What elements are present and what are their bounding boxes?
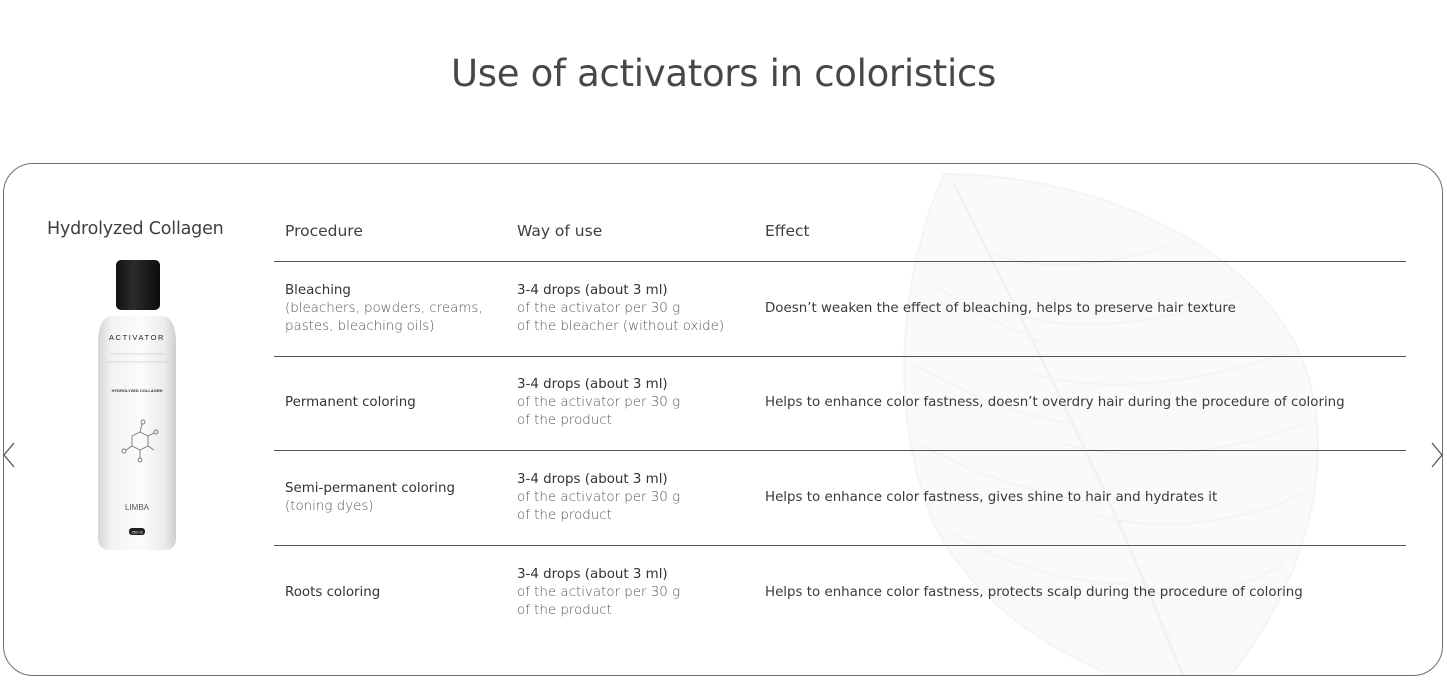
way-of-use-cell bbox=[517, 376, 762, 430]
dose-detail: of the activator per 30 g bbox=[517, 395, 681, 411]
dose-detail: of the activator per 30 g bbox=[517, 300, 681, 316]
procedure-note: pastes, bleaching oils) bbox=[285, 318, 435, 334]
dose-detail: of the activator per 30 g bbox=[517, 489, 681, 505]
table-row bbox=[274, 357, 1406, 452]
dose-detail: of the bleacher (without oxide) bbox=[517, 318, 725, 334]
way-of-use-cell bbox=[517, 471, 762, 525]
effect-cell: Helps to enhance color fastness, gives shine to hair and hydrates it bbox=[765, 489, 1218, 505]
dose-detail: of the product bbox=[517, 602, 612, 618]
dose-detail: of the product bbox=[517, 507, 612, 523]
dose-detail: of the product bbox=[517, 413, 612, 429]
product-name: Hydrolyzed Collagen bbox=[47, 219, 224, 239]
procedure-cell bbox=[285, 282, 510, 336]
table-row bbox=[274, 262, 1406, 357]
bottle-brand-label: ACTIVATOR bbox=[108, 333, 166, 342]
procedure-name: Roots coloring bbox=[285, 584, 381, 600]
dose-detail: of the activator per 30 g bbox=[517, 584, 681, 600]
effect-cell: Helps to enhance color fastness, protects scalp during the procedure of coloring bbox=[765, 584, 1303, 600]
procedure-cell bbox=[285, 394, 510, 412]
procedure-name: Permanent coloring bbox=[285, 395, 416, 411]
effect-cell: Doesn’t weaken the effect of bleaching, helps to preserve hair texture bbox=[765, 300, 1236, 316]
effect-cell: Helps to enhance color fastness, doesn’t overdry hair during the procedure of coloring bbox=[765, 395, 1345, 411]
bottle-product-label: HYDROLYZED COLLAGEN bbox=[111, 388, 163, 393]
page-title: Use of activators in coloristics bbox=[450, 52, 997, 95]
procedure-note: (toning dyes) bbox=[285, 498, 374, 514]
header-procedure: Procedure bbox=[285, 222, 363, 240]
product-bottle-image bbox=[92, 258, 182, 554]
procedure-note: (bleachers, powders, creams, bbox=[285, 300, 483, 316]
header-way-of-use: Way of use bbox=[517, 222, 603, 240]
activator-table bbox=[274, 210, 1406, 640]
bottle-maker-label: LIMBA bbox=[124, 503, 150, 512]
dose: 3-4 drops (about 3 ml) bbox=[517, 377, 668, 393]
procedure-name: Semi-permanent coloring bbox=[285, 480, 455, 496]
way-of-use-cell bbox=[517, 566, 762, 620]
header-effect: Effect bbox=[765, 222, 810, 240]
procedure-cell bbox=[285, 584, 510, 602]
dose: 3-4 drops (about 3 ml) bbox=[517, 471, 668, 487]
dose: 3-4 drops (about 3 ml) bbox=[517, 566, 668, 582]
bottle-volume-label: 250 ml bbox=[131, 530, 143, 535]
chevron-left-icon[interactable] bbox=[2, 442, 16, 468]
chevron-right-icon[interactable] bbox=[1430, 442, 1444, 468]
table-row bbox=[274, 546, 1406, 641]
table-header bbox=[274, 210, 1406, 262]
dose: 3-4 drops (about 3 ml) bbox=[517, 282, 668, 298]
procedure-name: Bleaching bbox=[285, 282, 351, 298]
table-row bbox=[274, 451, 1406, 546]
way-of-use-cell bbox=[517, 282, 762, 336]
procedure-cell bbox=[285, 480, 510, 516]
